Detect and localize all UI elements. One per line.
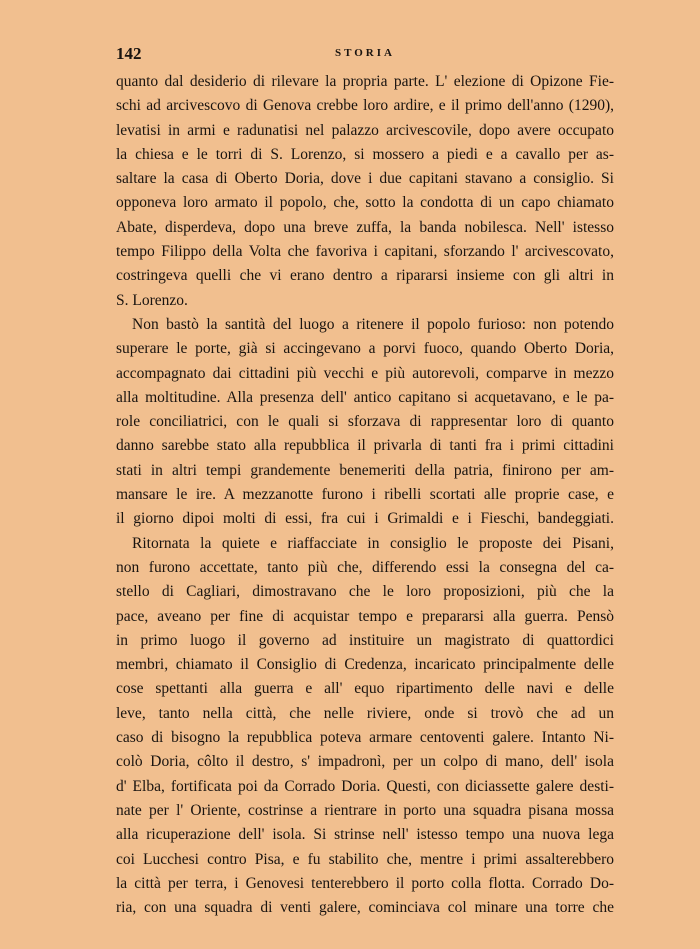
page-header [116,44,614,66]
text-line: tempo Filippo della Volta che favoriva i capitani, sforzando l' arcivescovato, [116,243,614,261]
text-line: danno sarebbe stato alla repubblica il privarla di tanti fra i primi cittadini [116,437,614,455]
text-line: la città per terra, i Genovesi tenterebbero il porto colla flotta. Corrado Do- [116,874,614,892]
text-line: d' Elba, fortificata poi da Corrado Doria. Questi, con diciassette galere desti- [116,777,614,795]
text-line: non furono accettate, tanto più che, differendo essi la consegna del ca- [116,558,614,576]
text-line: la chiesa e le torri di S. Lorenzo, si mossero a piedi e a cavallo per as- [116,145,614,163]
paragraph-first-line: Non bastò la santità del luogo a ritenere il popolo furioso: non potendo [132,315,614,333]
text-line: cose spettanti alla guerra e all' equo ripartimento delle navi e delle [116,680,614,698]
text-line: S. Lorenzo. [116,291,188,309]
text-line: quanto dal desiderio di rilevare la propria parte. L' elezione di Opizone Fie- [116,73,614,90]
text-line: Abate, disperdeva, dopo una breve zuffa, la banda nobilesca. Nell' istesso [116,218,614,236]
text-line: costringeva quelli che vi erano dentro a ripararsi insieme con gli altri in [116,267,614,285]
paragraph-first-line: Ritornata la quiete e riaffacciate in consiglio le proposte dei Pisani, [132,534,614,552]
text-line: levatisi in armi e radunatisi nel palazzo arcivescovile, dopo avere occupato [116,121,614,139]
body-text [116,70,614,920]
text-line: ria, con una squadra di venti galere, cominciava col minare una torre che [116,899,614,917]
text-line: opponeva loro armato il popolo, che, sotto la condotta di un capo chiamato [116,194,614,212]
text-line: il giorno dipoi molti di essi, fra cui i Grimaldi e i Fieschi, bandeggiati. [116,510,614,528]
text-line: alla ricuperazione dell' isola. Si strinse nell' istesso tempo una nuova lega [116,826,614,844]
text-line: nate per l' Oriente, costrinse a rientrare in porto una squadra pisana mossa [116,801,614,819]
page-number: 142 [116,44,142,63]
text-line: superare le porte, già si accingevano a porvi fuoco, quando Oberto Doria, [116,340,614,358]
text-line: caso di bisogno la repubblica poteva armare centoventi galere. Intanto Ni- [116,729,614,747]
text-line: pace, aveano per fine di acquistar tempo e prepararsi alla guerra. Pensò [116,607,614,625]
text-line: leve, tanto nella città, che nelle riviere, onde si trovò che ad un [116,704,614,722]
text-line: coi Lucchesi contro Pisa, e fu stabilito che, mentre i primi assalterebbero [116,850,614,868]
text-line: colò Doria, côlto il destro, s' impadronì, per un colpo di mano, dell' isola [116,753,614,771]
text-line: accompagnato dai cittadini più vecchi e più autorevoli, comparve in mezzo [116,364,614,382]
text-line: alla moltitudine. Alla presenza dell' antico capitano si acquetavano, e le pa- [116,388,614,406]
running-head: STORIA [335,47,395,59]
text-line: stati in altri tempi grandemente benemeriti della patria, finirono per am- [116,461,614,479]
text-line: schi ad arcivescovo di Genova crebbe loro ardire, e il primo dell'anno (1290), [116,97,614,115]
text-line: role conciliatrici, con le quali si sforzava di rappresentar loro di quanto [116,413,614,431]
text-line: stello di Cagliari, dimostravano che le loro proposizioni, più che la [116,583,614,601]
text-line: saltare la casa di Oberto Doria, dove i due capitani stavano a consiglio. Si [116,170,614,188]
text-line: mansare le ire. A mezzanotte furono i ribelli scortati alle proprie case, e [116,486,614,504]
text-line: in primo luogo il governo ad instituire un magistrato di quattordici [116,631,614,649]
text-line: membri, chiamato il Consiglio di Credenza, incaricato principalmente delle [116,656,614,674]
